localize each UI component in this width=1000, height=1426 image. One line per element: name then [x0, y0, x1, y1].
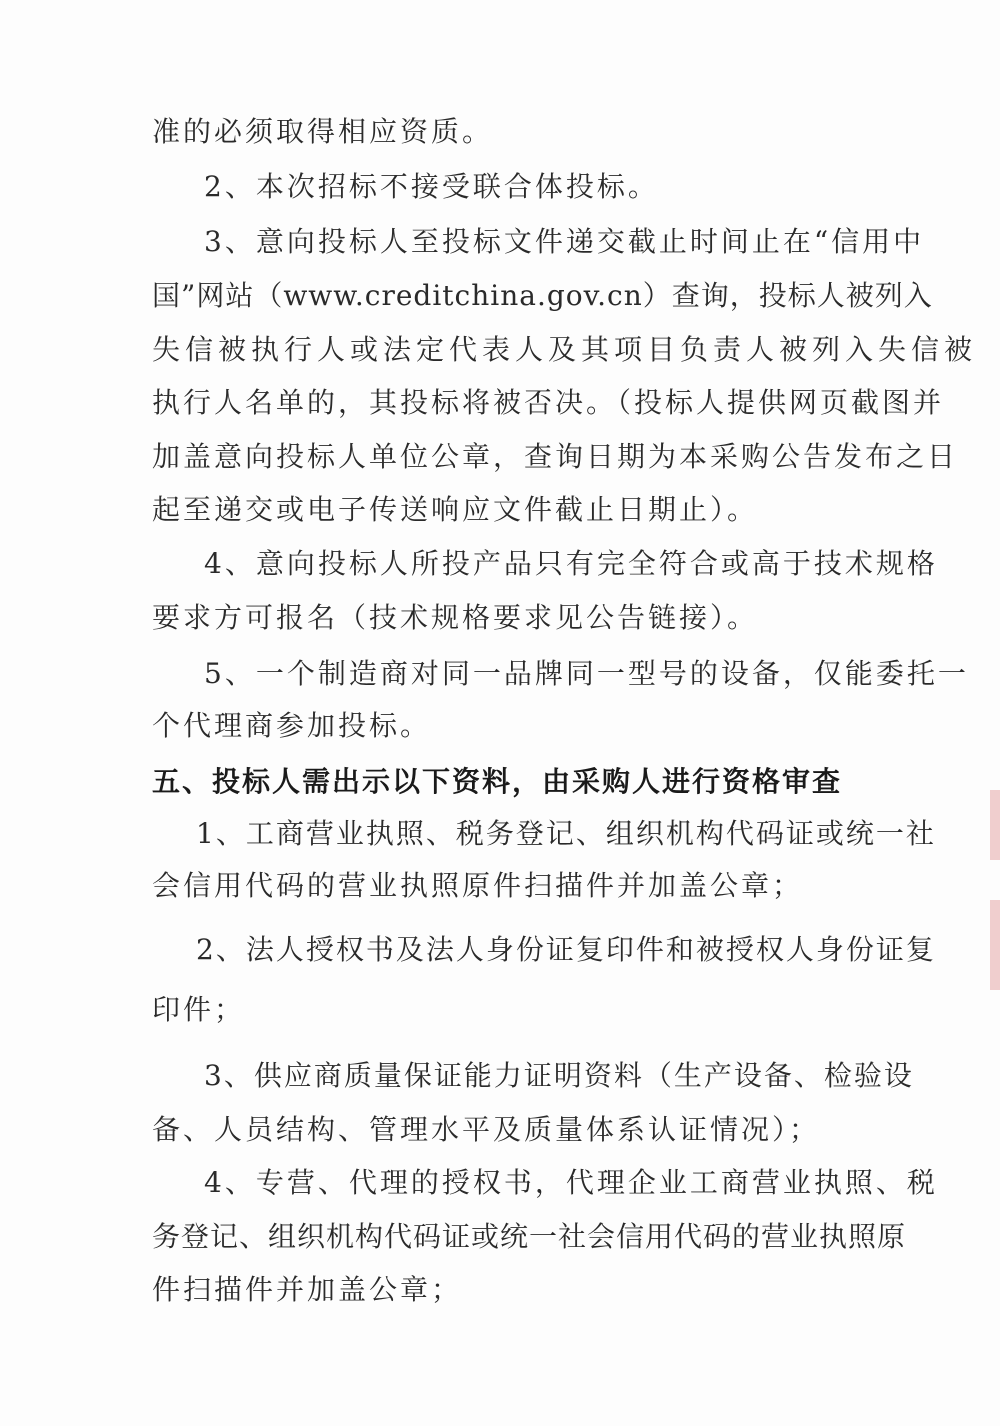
text-line-8: 起至递交或电子传送响应文件截止日期止）。	[152, 493, 759, 526]
text-line-1: 准的必须取得相应资质。	[152, 115, 494, 148]
text-line-19: 备、人员结构、管理水平及质量体系认证情况）；	[152, 1113, 821, 1146]
text-line-20: 4、专营、代理的授权书，代理企业工商营业执照、税	[204, 1166, 938, 1199]
text-line-3: 3、意向投标人至投标文件递交截止时间止在“信用中	[204, 225, 925, 258]
text-line-7: 加盖意向投标人单位公章，查询日期为本采购公告发布之日	[152, 440, 959, 473]
text-line-12: 个代理商参加投标。	[152, 709, 432, 742]
text-line-6: 执行人名单的，其投标将被否决。（投标人提供网页截图并	[152, 386, 945, 419]
seal-edge-mark-upper	[990, 790, 1000, 860]
text-line-2: 2、本次招标不接受联合体投标。	[204, 170, 659, 203]
text-line-15: 会信用代码的营业执照原件扫描件并加盖公章；	[152, 869, 804, 902]
text-line-21: 务登记、组织机构代码证或统一社会信用代码的营业执照原	[152, 1220, 907, 1253]
text-line-4: 国”网站（www.creditchina.gov.cn）查询，投标人被列入	[152, 279, 933, 312]
text-line-22: 件扫描件并加盖公章；	[152, 1273, 463, 1306]
text-line-17: 印件；	[152, 993, 246, 1026]
text-line-9: 4、意向投标人所投产品只有完全符合或高于技术规格	[204, 547, 938, 580]
text-line-16: 2、法人授权书及法人身份证复印件和被授权人身份证复	[196, 933, 936, 966]
section-heading: 五、投标人需出示以下资料，由采购人进行资格审查	[152, 765, 843, 798]
text-line-14: 1、工商营业执照、税务登记、组织机构代码证或统一社	[196, 817, 936, 850]
seal-edge-mark-lower	[990, 900, 1000, 990]
text-line-11: 5、一个制造商对同一品牌同一型号的设备，仅能委托一	[204, 657, 969, 690]
text-line-18: 3、供应商质量保证能力证明资料（生产设备、检验设	[204, 1059, 914, 1092]
text-line-10: 要求方可报名（技术规格要求见公告链接）。	[152, 601, 759, 634]
text-line-5: 失信被执行人或法定代表人及其项目负责人被列入失信被	[152, 333, 978, 366]
